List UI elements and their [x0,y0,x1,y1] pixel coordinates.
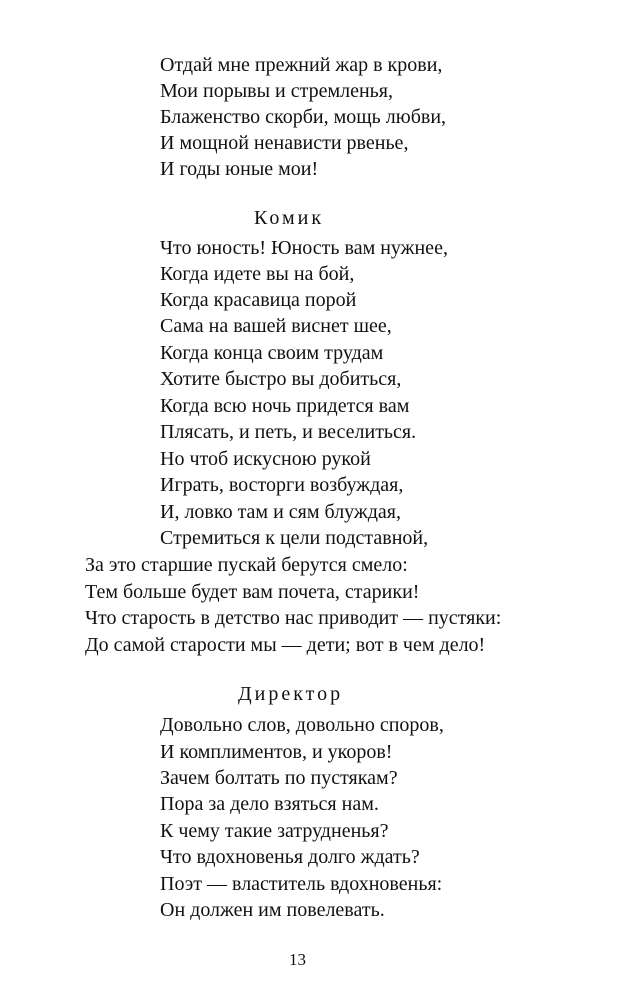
verse-line: Поэт — властитель вдохновенья: [160,873,443,895]
verse-line-wide: За это старшие пускай берутся смело: [85,554,408,576]
verse-line: Он должен им повелевать. [160,899,385,921]
verse-line: И годы юные мои! [160,158,319,180]
verse-line: Что вдохновенья долго ждать? [160,846,420,868]
verse-line: Стремиться к цели подставной, [160,527,429,549]
verse-line: И, ловко там и сям блуждая, [160,501,401,523]
verse-line: Но чтоб искусною рукой [160,448,371,470]
verse-line: Зачем болтать по пустякам? [160,767,398,789]
speaker-name-comic: Комик [254,207,325,229]
speaker-name-director: Директор [238,683,344,705]
page-number: 13 [289,950,306,969]
verse-line: Сама на вашей виснет шее, [160,315,392,337]
verse-line: К чему такие затрудненья? [160,820,389,842]
verse-line: Хотите быстро вы добиться, [160,368,402,390]
verse-line: Пора за дело взяться нам. [160,793,379,815]
verse-line-wide: До самой старости мы — дети; вот в чем дело! [85,634,486,656]
verse-line-wide: Что старость в детство нас приводит — пустяки: [85,607,502,629]
verse-line: Когда красавица порой [160,289,357,311]
verse-line: Играть, восторги возбуждая, [160,474,404,496]
verse-line: Довольно слов, довольно споров, [160,714,444,736]
verse-line: Мои порывы и стремленья, [160,80,393,102]
verse-line: Плясать, и петь, и веселиться. [160,421,417,443]
verse-line: И мощной ненависти рвенье, [160,132,409,154]
verse-line: И комплиментов, и укоров! [160,741,393,763]
verse-line: Блаженство скорби, мощь любви, [160,106,447,128]
verse-line-wide: Тем больше будет вам почета, старики! [85,581,420,603]
verse-line: Когда конца своим трудам [160,342,384,364]
verse-line: Когда всю ночь придется вам [160,395,410,417]
verse-line: Что юность! Юность вам нужнее, [160,237,448,259]
verse-line: Когда идете вы на бой, [160,263,355,285]
verse-line: Отдай мне прежний жар в крови, [160,54,443,76]
